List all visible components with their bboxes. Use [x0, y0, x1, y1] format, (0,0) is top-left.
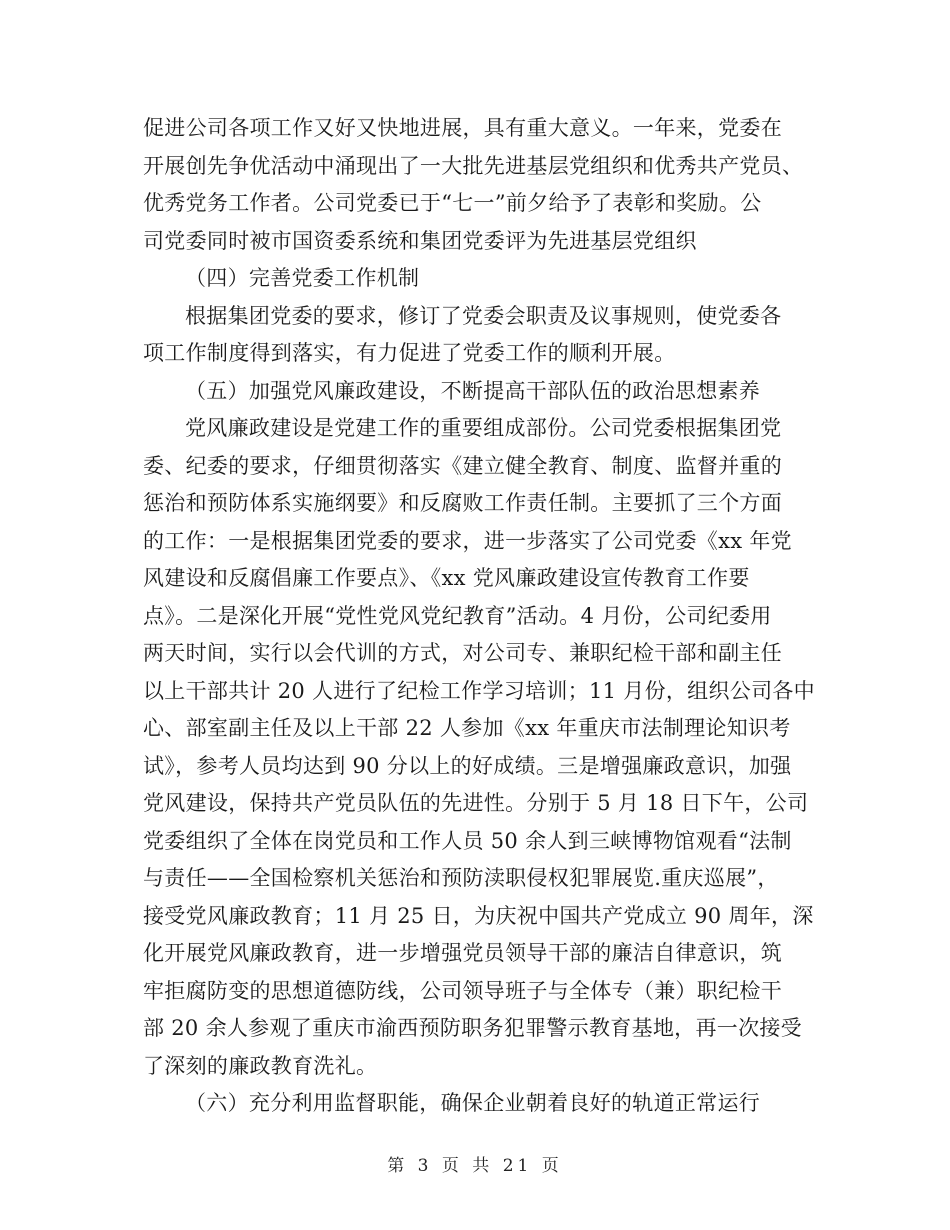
section-heading-4: （四）完善党委工作机制 — [185, 266, 420, 290]
paragraph-line: 两天时间，实行以会代训的方式，对公司专、兼职纪检干部和副主任 — [143, 641, 782, 665]
page-number: 第 3 页 共 21 页 — [387, 1156, 563, 1176]
paragraph-line: 惩治和预防体系实施纲要》和反腐败工作责任制。主要抓了三个方面 — [143, 491, 782, 515]
paragraph-line: 化开展党风廉政教育，进一步增强党员领导干部的廉洁自律意识，筑 — [143, 941, 782, 965]
paragraph-line: 项工作制度得到落实，有力促进了党委工作的顺利开展。 — [143, 341, 676, 365]
section-heading-6: （六）充分利用监督职能，确保企业朝着良好的轨道正常运行 — [185, 1091, 761, 1115]
section-heading-5: （五）加强党风廉政建设，不断提高干部队伍的政治思想素养 — [185, 378, 761, 403]
paragraph-line: 的工作：一是根据集团党委的要求，进一步落实了公司党委《xx 年党 — [143, 528, 792, 553]
paragraph-line: 牢拒腐防变的思想道德防线，公司领导班子与全体专（兼）职纪检干 — [143, 978, 782, 1003]
paragraph-line: 党风廉政建设是党建工作的重要组成部份。公司党委根据集团党 — [185, 416, 782, 440]
paragraph-line: 与责任——全国检察机关惩治和预防渎职侵权犯罪展览.重庆巡展”， — [143, 866, 779, 890]
paragraph-line: 党委组织了全体在岗党员和工作人员 50 余人到三峡博物馆观看“法制 — [143, 828, 792, 853]
paragraph-line: 部 20 余人参观了重庆市渝西预防职务犯罪警示教育基地，再一次接受 — [143, 1016, 802, 1040]
paragraph-line: 委、纪委的要求，仔细贯彻落实《建立健全教育、制度、监督并重的 — [143, 453, 782, 478]
paragraph-line: 试》，参考人员均达到 90 分以上的好成绩。三是增强廉政意识，加强 — [143, 753, 792, 778]
paragraph-line: 了深刻的廉政教育洗礼。 — [143, 1053, 378, 1078]
paragraph-line: 促进公司各项工作又好又快地进展，具有重大意义。一年来，党委在 — [143, 116, 782, 140]
paragraph-line: 优秀党务工作者。公司党委已于“七一”前夕给予了表彰和奖励。公 — [143, 191, 762, 215]
paragraph-line: 点》。二是深化开展“党性党风党纪教育”活动。4 月份，公司纪委用 — [143, 603, 772, 628]
paragraph-line: 开展创先争优活动中涌现出了一大批先进基层党组织和优秀共产党员、 — [143, 153, 804, 178]
paragraph-line: 党风建设，保持共产党员队伍的先进性。分别于 5 月 18 日下午，公司 — [143, 791, 809, 815]
paragraph-line: 以上干部共计 20 人进行了纪检工作学习培训；11 月份，组织公司各中 — [143, 678, 815, 703]
document-body — [143, 110, 813, 1123]
paragraph-line: 心、部室副主任及以上干部 22 人参加《xx 年重庆市法制理论知识考 — [143, 716, 791, 740]
paragraph-line: 接受党风廉政教育；11 月 25 日，为庆祝中国共产党成立 90 周年，深 — [143, 903, 814, 928]
paragraph-line: 风建设和反腐倡廉工作要点》、《xx 党风廉政建设宣传教育工作要 — [143, 566, 750, 590]
paragraph-line: 根据集团党委的要求，修订了党委会职责及议事规则，使党委各 — [185, 303, 782, 328]
paragraph-line: 司党委同时被市国资委系统和集团党委评为先进基层党组织 — [143, 228, 697, 253]
